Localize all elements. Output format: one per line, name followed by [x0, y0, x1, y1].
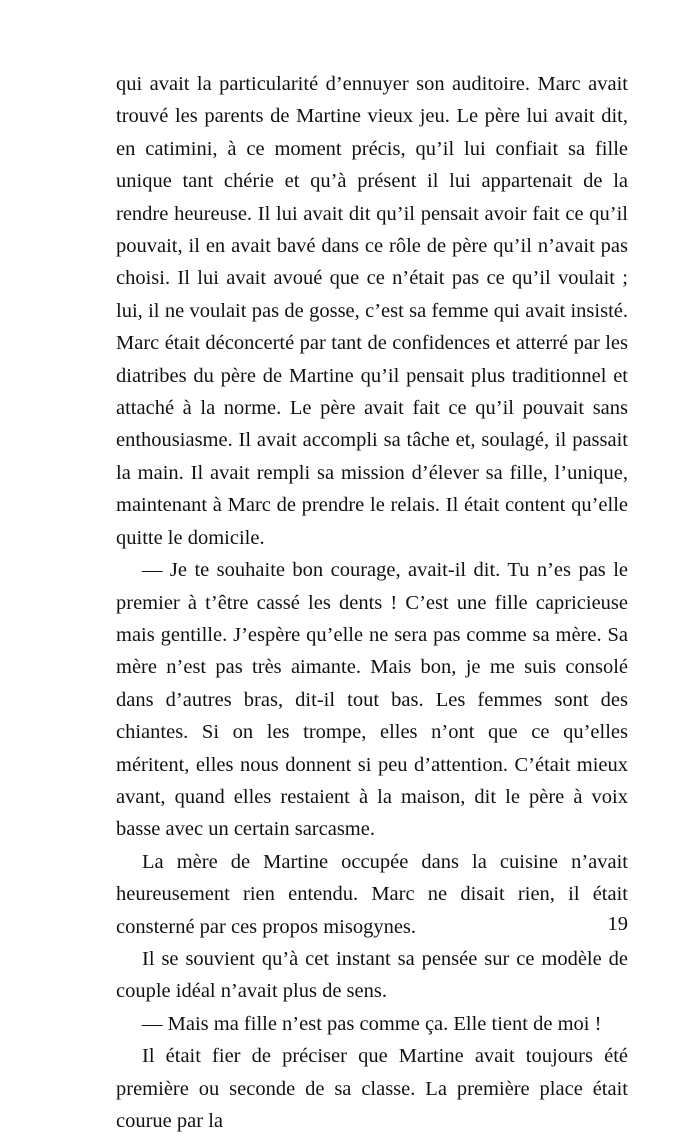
paragraph: Il se souvient qu’à cet instant sa pensée sur ce modèle de couple idéal n’avait plus de sens.	[116, 947, 628, 1003]
body-text	[116, 68, 628, 1137]
paragraph: — Je te souhaite bon courage, avait-il dit. Tu n’es pas le premier à t’être cassé les dents ! C’est une fille capricieuse mais gentille. J’espère qu’elle ne sera pas comme sa mère. Sa mère n’est pas très aimante. Mais bon, je me suis consolé dans d’autres bras, dit-il tout bas. Les femmes sont des chiantes. Si on les trompe, elles n’ont que ce qu’elles méritent, elles nous donnent si peu d’attention. C’était mieux avant, quand elles restaient à la maison, dit le père à voix basse avec un certain sarcasme.	[116, 559, 628, 841]
page-number: 19	[607, 913, 628, 935]
paragraph: La mère de Martine occupée dans la cuisine n’avait heureusement rien entendu. Marc ne disait rien, il était consterné par ces propos misogynes.	[116, 850, 628, 938]
paragraph: — Mais ma fille n’est pas comme ça. Elle tient de moi !	[142, 1012, 602, 1035]
paragraph: Il était fier de préciser que Martine avait toujours été première ou seconde de sa classe. La première place était courue par la	[116, 1045, 628, 1132]
paragraph: qui avait la particularité d’ennuyer son auditoire. Marc avait trouvé les parents de Martine vieux jeu. Le père lui avait dit, en catimini, à ce moment précis, qu’il lui confiait sa fille unique tant chérie et qu’à présent il lui appartenait de la rendre heureuse. Il lui avait dit qu’il pensait avoir fait ce qu’il pouvait, il en avait bavé dans ce rôle de père qu’il n’avait pas choisi. Il lui avait avoué que ce n’était pas ce qu’il voulait ; lui, il ne voulait pas de gosse, c’est sa femme qui avait insisté. Marc était déconcerté par tant de confidences et atterré par les diatribes du père de Martine qu’il pensait plus traditionnel et attaché à la norme. Le père avait fait ce qu’il pouvait sans enthousiasme. Il avait accompli sa tâche et, soulagé, il passait la main. Il avait rempli sa mission d’élever sa fille, l’unique, maintenant à Marc de prendre le relais. Il était content qu’elle quitte le domicile.	[116, 73, 628, 549]
